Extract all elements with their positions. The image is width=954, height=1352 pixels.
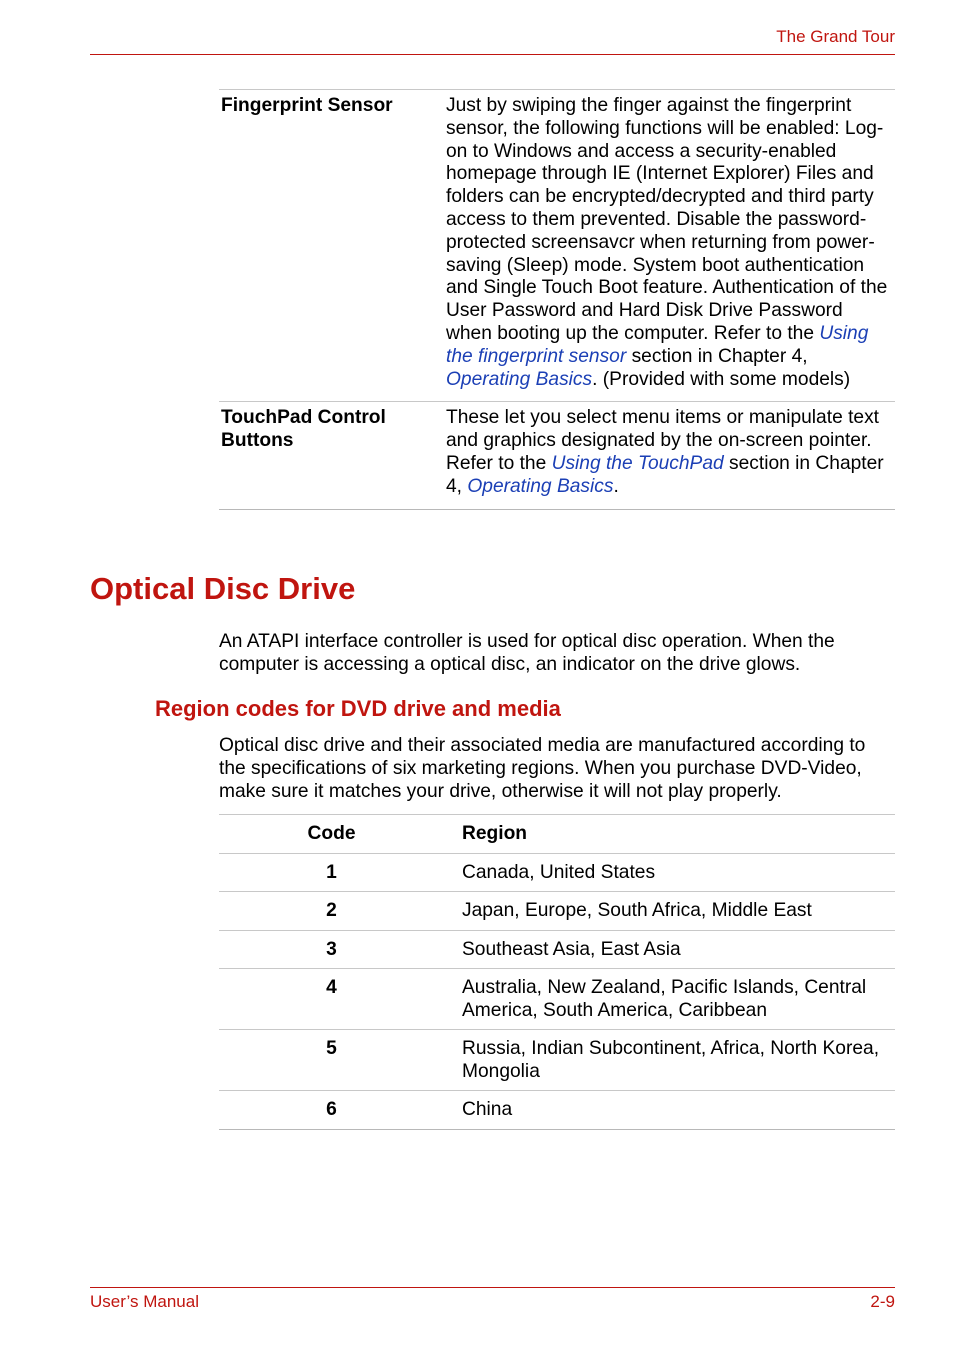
table-row [219, 969, 895, 1030]
region-code: 2 [219, 892, 460, 931]
link-operating-basics[interactable]: Operating Basics [446, 368, 593, 390]
table-row [219, 90, 895, 402]
link-operating-basics[interactable]: Operating Basics [467, 475, 614, 497]
feature-table [219, 89, 895, 510]
column-header-region: Region [460, 815, 895, 854]
feature-description [444, 90, 895, 402]
description-text: section in Chapter 4, [446, 452, 884, 497]
region-code: 3 [219, 930, 460, 969]
region-code: 6 [219, 1091, 460, 1130]
region-code: 4 [219, 969, 460, 1030]
link-using-touchpad[interactable]: Using the TouchPad [551, 452, 724, 474]
description-text: section in Chapter 4, [626, 345, 808, 367]
column-header-code: Code [219, 815, 460, 854]
table-row [219, 402, 895, 509]
table-row [219, 1030, 895, 1091]
region-name: Australia, New Zealand, Pacific Islands, Central America, South America, Caribbean [460, 969, 895, 1030]
region-name: Canada, United States [460, 853, 895, 892]
region-code: 5 [219, 1030, 460, 1091]
table-header-row [219, 815, 895, 854]
feature-description [444, 402, 895, 509]
description-text: . (Provided with some models) [592, 368, 851, 390]
feature-term: TouchPad Control Buttons [219, 402, 444, 509]
region-name: Japan, Europe, South Africa, Middle East [460, 892, 895, 931]
table-row [219, 892, 895, 931]
header-rule [90, 54, 895, 55]
description-text: Just by swiping the finger against the fingerprint sensor, the following functions will be enabled: Log-on to Windows and access a security-enabled homepage through IE (Internet Explorer) Files and folders can be encrypted/decrypted and third party access to them prevented. Disable the password-protected screensavcr when returning from power-saving (Sleep) mode. System boot authentication and Single Touch Boot feature. Authentication of the User Password and Hard Disk Drive Password when booting up the computer. Refer to the [446, 95, 888, 344]
footer-rule [90, 1287, 895, 1288]
link-fingerprint-sensor[interactable]: Using the fingerprint sensor [446, 322, 869, 367]
region-code-table [219, 814, 895, 1130]
feature-term: Fingerprint Sensor [219, 90, 444, 402]
page-number: 2-9 [870, 1292, 895, 1311]
description-text: . [613, 475, 619, 497]
optical-paragraph: An ATAPI interface controller is used for optical disc operation. When the computer is accessing a optical disc, an indicator on the drive glows. [219, 631, 835, 675]
region-paragraph: Optical disc drive and their associated media are manufactured according to the specifications of six marketing regions. When you purchase DVD-Video, make sure it matches your drive, otherwise it will not play properly. [219, 735, 866, 802]
subsection-heading-region-codes: Region codes for DVD drive and media [155, 696, 561, 721]
description-text: These let you select menu items or manipulate text and graphics designated by the on-screen pointer. Refer to the [446, 407, 879, 474]
table-row [219, 930, 895, 969]
section-heading-optical-disc-drive: Optical Disc Drive [90, 571, 356, 606]
running-header-title: The Grand Tour [776, 27, 895, 46]
table-row [219, 1091, 895, 1130]
region-name: Southeast Asia, East Asia [460, 930, 895, 969]
region-code: 1 [219, 853, 460, 892]
region-name: China [460, 1091, 895, 1130]
table-row [219, 853, 895, 892]
footer-manual-title: User’s Manual [90, 1292, 199, 1311]
region-name: Russia, Indian Subcontinent, Africa, North Korea, Mongolia [460, 1030, 895, 1091]
